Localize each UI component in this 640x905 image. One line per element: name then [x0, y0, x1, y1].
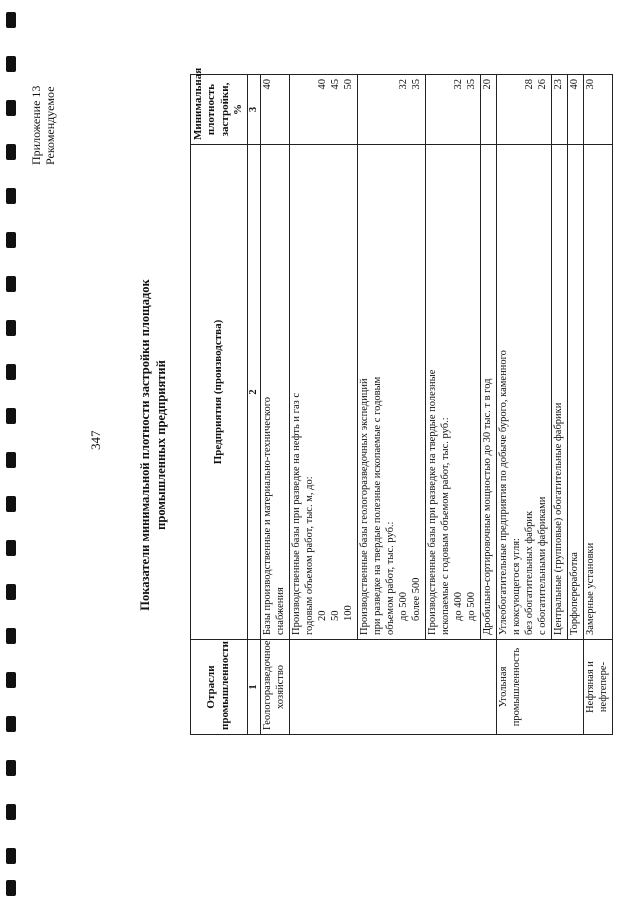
density-value — [498, 79, 511, 140]
appendix-status: Рекомендуемое — [42, 86, 57, 165]
table-row — [261, 75, 290, 735]
density-cell — [552, 75, 568, 145]
density-value: 40 — [317, 79, 329, 90]
density-cell — [568, 75, 584, 145]
enterprise-line: Базы производственные и материально-технического — [262, 396, 274, 635]
appendix-number: Приложение 13 — [29, 85, 43, 165]
density-cell — [426, 75, 481, 145]
enterprise-line: Углеобогатительные предприятия по добыче бурого, каменного — [498, 350, 510, 635]
table-body — [261, 75, 613, 735]
density-cell — [261, 75, 290, 145]
enterprise-line: ископаемые с годовым объемом работ, тыс. руб.: — [440, 417, 452, 635]
enterprise-line: Дробильно-сортировочные мощностью до 30 тыс. т в год — [482, 378, 494, 635]
title-line: Показатели минимальной плотности застройки площадок — [138, 279, 152, 611]
page-number: 347 — [88, 430, 103, 450]
header-row — [191, 75, 248, 735]
density-value: 32 — [453, 79, 465, 90]
density-value — [427, 79, 440, 140]
enterprise-line: Торфопереработка — [569, 552, 581, 635]
table-row — [290, 75, 358, 735]
branch-cell: Геологоразведочное хозяйство — [261, 640, 290, 735]
enterprise-line: при разведке на твердые полезные ископаемые с годовым — [372, 376, 384, 635]
rotated-page — [10, 15, 630, 895]
enterprise-line: более 500 — [410, 577, 422, 621]
enterprise-cell — [552, 145, 568, 640]
density-table — [190, 67, 613, 735]
column-number: 2 — [247, 145, 261, 640]
density-value: 30 — [585, 79, 597, 90]
table-row — [481, 75, 497, 735]
enterprise-cell — [358, 145, 426, 640]
enterprise-line: с обогатительными фабриками — [536, 496, 548, 635]
density-value — [359, 79, 372, 140]
table-row — [358, 75, 426, 735]
density-value — [275, 79, 288, 140]
density-cell — [290, 75, 358, 145]
branch-cell — [290, 640, 497, 735]
density-value: 35 — [411, 79, 423, 90]
density-cell — [497, 75, 552, 145]
table-row — [568, 75, 584, 735]
enterprise-line: и коксующегося угля: — [511, 538, 523, 635]
table-row — [552, 75, 568, 735]
enterprise-line: Производственные базы геологоразведочных экспедиций — [359, 378, 371, 635]
density-value: 40 — [262, 79, 274, 90]
column-number: 3 — [247, 75, 261, 145]
density-value: 40 — [569, 79, 581, 90]
header-density: Минимальная плотность застройки, % — [191, 75, 248, 145]
table-row — [584, 75, 613, 735]
density-value — [440, 79, 453, 140]
density-value: 20 — [482, 79, 494, 90]
enterprise-line: 100 — [342, 605, 354, 621]
enterprise-line: до 500 — [397, 592, 409, 621]
column-number: 1 — [247, 640, 261, 735]
enterprise-cell — [497, 145, 552, 640]
enterprise-cell — [584, 145, 613, 640]
density-value — [291, 79, 304, 140]
branch-cell: Угольная промышленность — [497, 640, 584, 735]
enterprise-line: до 500 — [465, 592, 477, 621]
density-value — [385, 79, 398, 140]
header-branch: Отрасли промышленности — [191, 640, 248, 735]
enterprise-line: снабжения — [275, 587, 287, 635]
title-line: промышленных предприятий — [153, 360, 168, 530]
density-value: 26 — [537, 79, 549, 90]
enterprise-line: Производственные базы при разведке на нефть и газ с — [291, 392, 303, 635]
density-cell — [358, 75, 426, 145]
enterprise-line: 50 — [329, 610, 341, 621]
appendix-label — [30, 86, 58, 165]
header-enterprise: Предприятия (производства) — [191, 145, 248, 640]
branch-cell: Нефтяная и нефтепере- — [584, 640, 613, 735]
enterprise-line: годовым объемом работ, тыс. м, до: — [304, 476, 316, 635]
enterprise-line: без обогатительных фабрик — [524, 510, 536, 635]
density-value: 50 — [343, 79, 355, 90]
enterprise-line: 20 — [317, 610, 329, 621]
enterprise-cell — [261, 145, 290, 640]
density-value: 23 — [553, 79, 565, 90]
density-value — [304, 79, 317, 140]
density-value — [511, 79, 524, 140]
density-value — [372, 79, 385, 140]
table-title — [138, 145, 169, 745]
enterprise-line: объемом работ, тыс. руб.: — [385, 521, 397, 635]
enterprise-cell — [568, 145, 584, 640]
table-row — [426, 75, 481, 735]
enterprise-line: Производственные базы при разведке на твердые полезные — [427, 369, 439, 635]
enterprise-cell — [426, 145, 481, 640]
enterprise-line: до 400 — [453, 592, 465, 621]
density-value: 28 — [524, 79, 536, 90]
enterprise-line: Замерные установки — [585, 542, 597, 635]
enterprise-cell — [481, 145, 497, 640]
density-value: 32 — [398, 79, 410, 90]
density-cell — [481, 75, 497, 145]
enterprise-cell — [290, 145, 358, 640]
enterprise-line: Центральные (групповые) обогатительные фабрики — [553, 402, 565, 635]
table-row — [497, 75, 552, 735]
density-cell — [584, 75, 613, 145]
density-value: 45 — [330, 79, 342, 90]
density-value: 35 — [466, 79, 478, 90]
column-number-row — [247, 75, 261, 735]
